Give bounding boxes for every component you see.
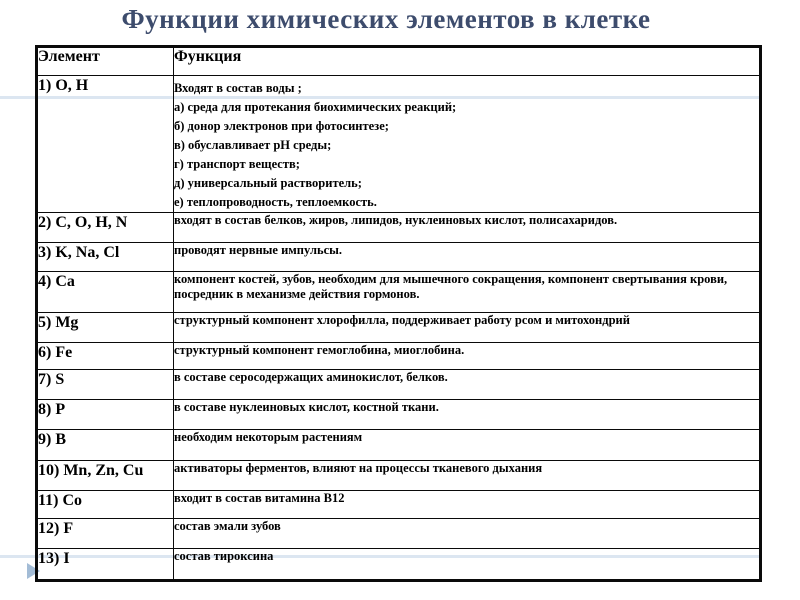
table-row	[37, 213, 761, 243]
table-row	[37, 491, 761, 519]
function-line: необходим некоторым растениям	[174, 430, 363, 444]
function-cell	[174, 400, 761, 430]
table-row	[37, 243, 761, 272]
table-row	[37, 430, 761, 461]
table-header-row	[37, 47, 761, 76]
function-line: а) среда для протекания биохимических реакций;	[174, 100, 457, 114]
element-cell: 9) B	[37, 430, 174, 461]
function-cell	[174, 370, 761, 400]
function-cell	[174, 272, 761, 313]
function-line: г) транспорт веществ;	[174, 157, 300, 171]
table-row	[37, 519, 761, 549]
function-cell	[174, 430, 761, 461]
function-cell	[174, 461, 761, 491]
element-cell: 7) S	[37, 370, 174, 400]
function-line: е) теплопроводность, теплоемкость.	[174, 195, 377, 209]
elements-functions-table	[35, 45, 762, 582]
function-cell	[174, 549, 761, 581]
element-cell: 4) Ca	[37, 272, 174, 313]
function-line: в составе серосодержащих аминокислот, белков.	[174, 370, 448, 384]
function-line: в) обуславливает pH среды;	[174, 138, 332, 152]
table-row	[37, 370, 761, 400]
function-line: состав тироксина	[174, 549, 274, 563]
element-cell: 8) P	[37, 400, 174, 430]
column-header-function: Функция	[174, 47, 761, 76]
table-row	[37, 343, 761, 370]
table-row	[37, 461, 761, 491]
element-cell: 5) Mg	[37, 313, 174, 343]
function-cell	[174, 519, 761, 549]
element-cell: 12) F	[37, 519, 174, 549]
element-cell: 11) Co	[37, 491, 174, 519]
table-row	[37, 313, 761, 343]
table-row	[37, 76, 761, 213]
function-cell	[174, 313, 761, 343]
element-cell: 6) Fe	[37, 343, 174, 370]
function-line: б) донор электронов при фотосинтезе;	[174, 119, 389, 133]
function-line: входят в состав белков, жиров, липидов, нуклеиновых кислот, полисахаридов.	[174, 213, 618, 227]
function-cell	[174, 243, 761, 272]
function-cell	[174, 343, 761, 370]
function-line: д) универсальный растворитель;	[174, 176, 362, 190]
function-line: Входят в состав воды ;	[174, 81, 302, 95]
function-line: активаторы ферментов, влияют на процессы тканевого дыхания	[174, 461, 543, 475]
column-header-element: Элемент	[37, 47, 174, 76]
element-cell: 1) O, H	[37, 76, 174, 213]
function-line: структурный компонент хлорофилла, поддерживает работу рсом и митохондрий	[174, 313, 630, 327]
function-line: состав эмали зубов	[174, 519, 281, 533]
function-cell	[174, 76, 761, 213]
function-line: структурный компонент гемоглобина, миоглобина.	[174, 343, 465, 357]
function-cell	[174, 213, 761, 243]
function-line: в составе нуклеиновых кислот, костной ткани.	[174, 400, 439, 414]
table-row	[37, 400, 761, 430]
element-cell: 13) I	[37, 549, 174, 581]
element-cell: 2) C, O, H, N	[37, 213, 174, 243]
table-row	[37, 272, 761, 313]
function-line: компонент костей, зубов, необходим для мышечного сокращения, компонент свертывания крови, посредник в механизме действия гормонов.	[174, 272, 728, 301]
function-line: входит в состав витамина B12	[174, 491, 345, 505]
table-row	[37, 549, 761, 581]
page-title: Функции химических элементов в клетке	[121, 4, 651, 34]
element-cell: 3) K, Na, Cl	[37, 243, 174, 272]
function-line: проводят нервные импульсы.	[174, 243, 342, 257]
function-cell	[174, 491, 761, 519]
element-cell: 10) Mn, Zn, Cu	[37, 461, 174, 491]
